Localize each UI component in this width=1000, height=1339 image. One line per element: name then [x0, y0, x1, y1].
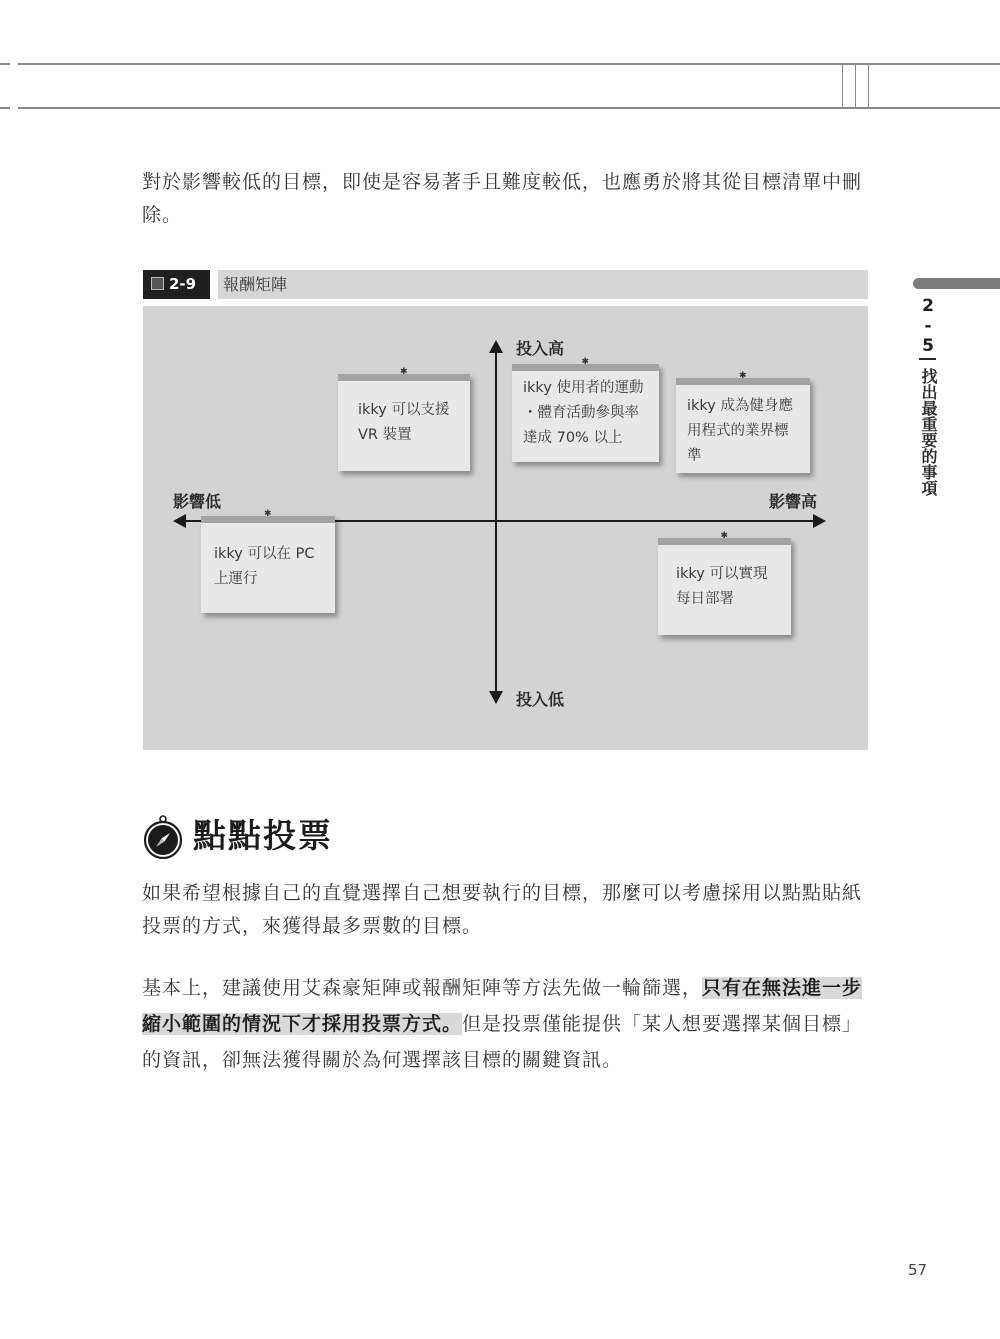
note-line: 用程式的業界標 [687, 423, 789, 439]
text-run: 基本上，建議使用艾森豪矩陣或報酬矩陣等方法先做一輪篩選， [142, 977, 703, 999]
sticky-note [201, 509, 335, 613]
figure-number-badge [143, 270, 210, 299]
chapter-digit: 5 [922, 336, 934, 356]
highlighted-text: 只有在無法進一步縮小範圍的情況下才採用投票方式。 [142, 977, 863, 1035]
body-paragraph: 如果希望根據自己的直覺選擇自己想要執行的目標，那麼可以考慮採用以點點貼紙投票的方式，來獲得最多票數的目標。 [142, 882, 863, 937]
arrow-down-icon [489, 691, 503, 704]
intro-paragraph: 對於影響較低的目標，即使是容易著手且難度較低，也應勇於將其從目標清單中刪除。 [142, 171, 863, 226]
pin-icon: ✱ [739, 371, 747, 381]
text-run: 但是投票僅能提供「某人想要選擇某個目標」的資訊，卻無法獲得關於為何選擇該目標的關鍵資訊。 [142, 1013, 863, 1071]
chapter-number [918, 296, 938, 356]
header-rule-bottom [18, 107, 1000, 109]
header-tick-bottom [0, 107, 10, 109]
sticky-note [658, 531, 791, 635]
header-tick-top [0, 63, 10, 65]
note-line: VR 裝置 [358, 427, 412, 443]
figure-number: 2-9 [169, 275, 197, 293]
note-line: 每日部署 [676, 591, 734, 607]
note-text [523, 376, 649, 451]
note-line: ikky 成為健身應 [687, 398, 793, 414]
section-title: 點點投票 [193, 816, 333, 855]
note-text [676, 562, 781, 612]
header-rule-top [18, 63, 1000, 65]
page-number: 57 [908, 1261, 928, 1279]
sticky-note [338, 367, 470, 471]
arrow-right-icon [813, 514, 826, 528]
axis-label-right: 影響高 [769, 492, 818, 511]
sticky-note [512, 357, 659, 462]
sticky-note [676, 371, 810, 473]
arrow-left-icon [173, 514, 186, 528]
chapter-digit: 2 [922, 296, 934, 316]
chapter-divider [919, 358, 936, 360]
header-divider [842, 63, 843, 109]
figure-icon [151, 277, 164, 290]
axis-label-top: 投入高 [516, 339, 565, 358]
note-text [358, 398, 460, 448]
pin-icon: ✱ [400, 367, 408, 377]
note-text [687, 394, 800, 469]
axis-label-left: 影響低 [173, 492, 222, 511]
note-line: 準 [687, 448, 702, 464]
note-line: ikky 可以在 PC [214, 546, 315, 562]
payoff-matrix [143, 306, 868, 750]
caption-gap [210, 270, 218, 299]
note-line: 達成 70% 以上 [523, 430, 623, 446]
figure-caption [143, 270, 868, 299]
compass-icon [143, 815, 183, 859]
pin-icon: ✱ [264, 509, 272, 519]
pin-icon: ✱ [720, 531, 729, 541]
axis-label-bottom: 投入低 [516, 690, 565, 709]
figure-title: 報酬矩陣 [223, 275, 288, 294]
note-line: ・體育活動參與率 [523, 405, 639, 421]
body-paragraph [142, 970, 872, 1078]
chapter-tab-bar [913, 278, 1000, 289]
note-line: ikky 可以支援 [358, 402, 450, 418]
arrow-up-icon [489, 340, 503, 353]
chapter-title: 找出最重要的事項 [919, 368, 938, 496]
header-divider [868, 63, 869, 109]
chapter-digit: - [924, 316, 932, 336]
pin-icon: ✱ [581, 357, 590, 367]
note-line: ikky 可以實現 [676, 566, 768, 582]
header-divider [855, 63, 856, 109]
note-line: ikky 使用者的運動 [523, 380, 644, 396]
y-axis [495, 346, 497, 694]
note-line: 上運行 [214, 571, 258, 587]
note-text [214, 542, 325, 592]
